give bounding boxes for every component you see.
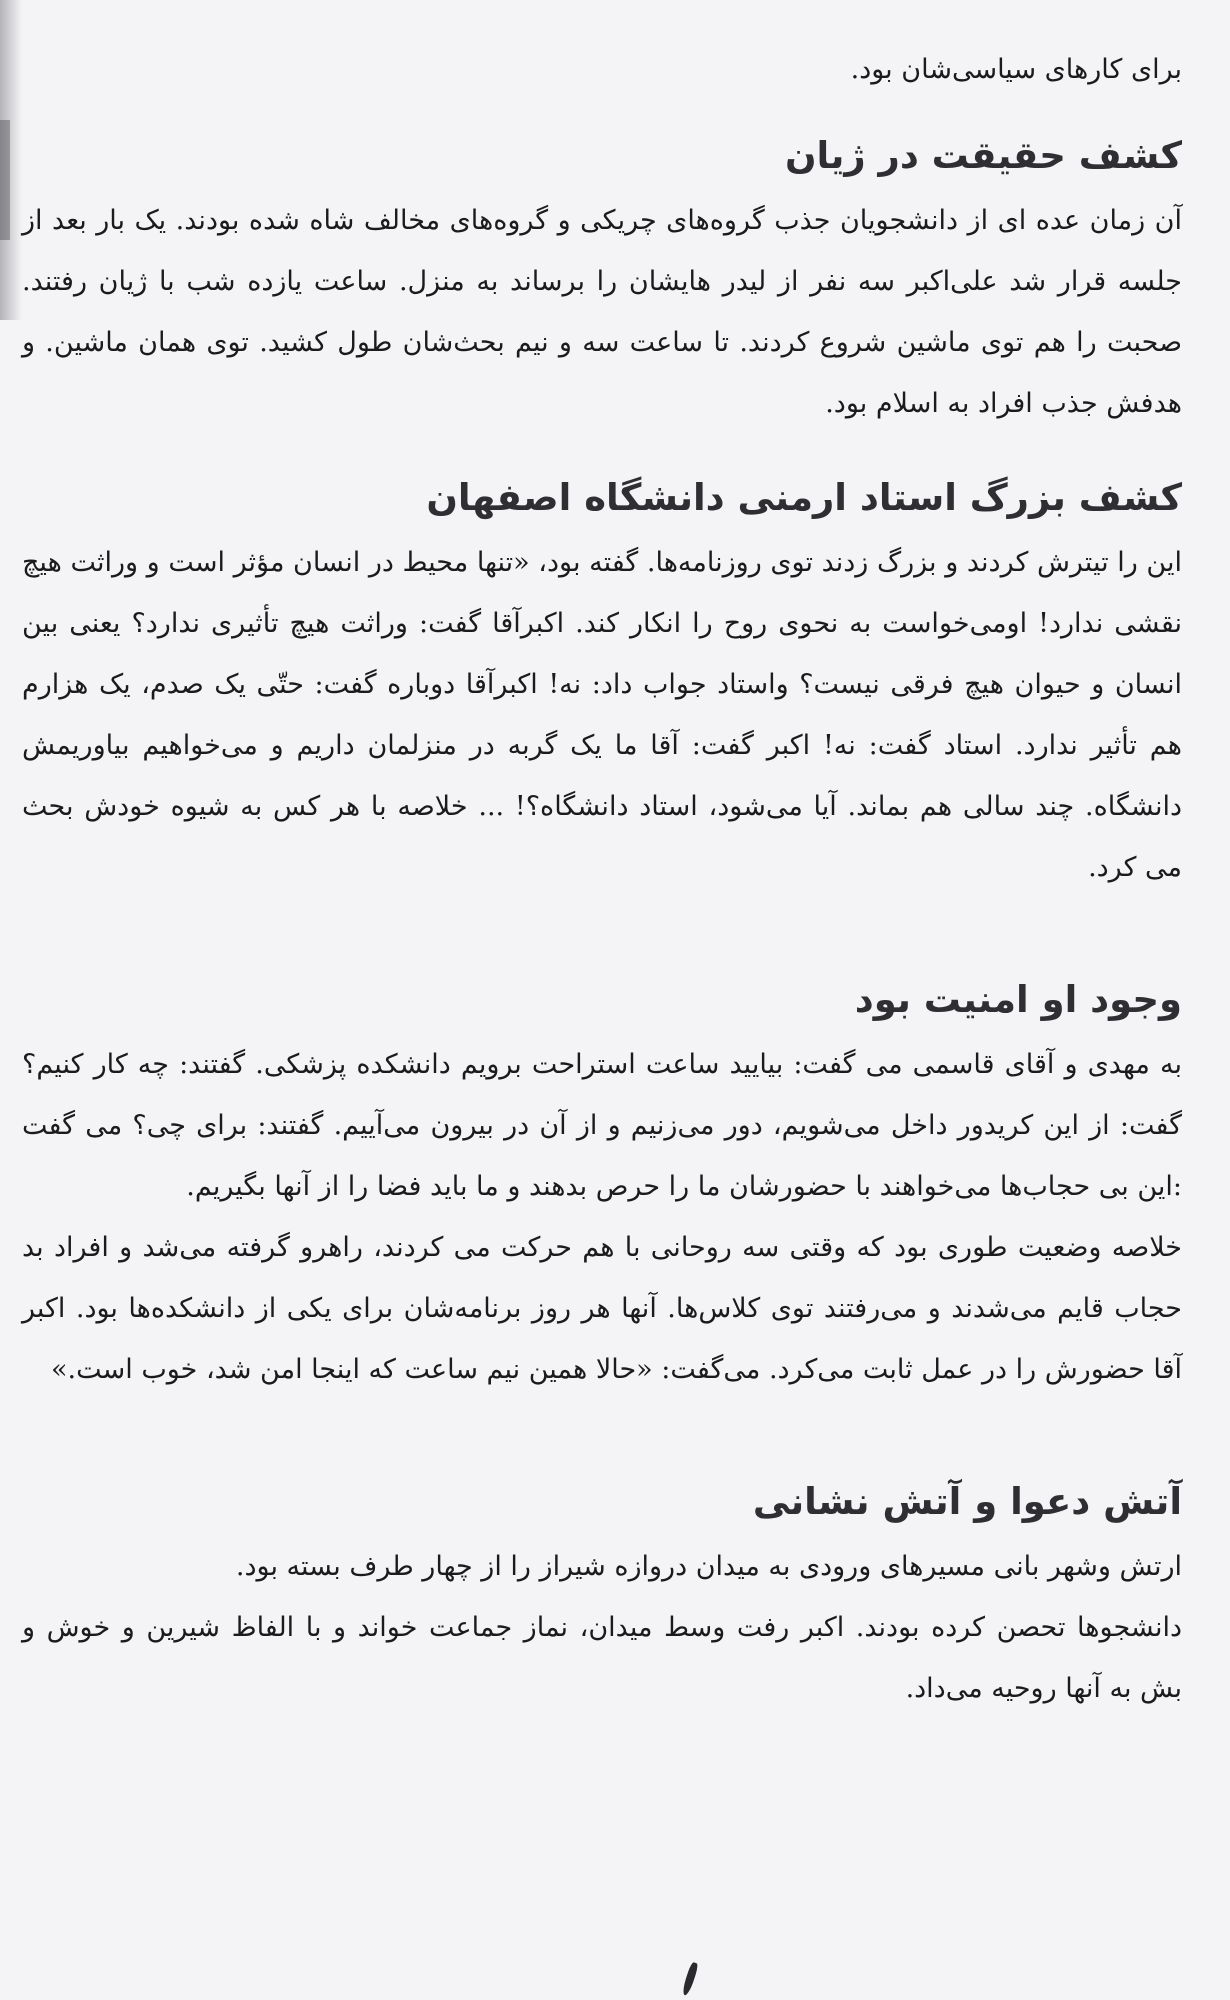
- paragraph: به مهدی و آقای قاسمی می گفت: بیایید ساعت استراحت برویم دانشکده پزشکی. گفتند: چه کار کنیم؟ گفت: از این کریدور داخل می‌شویم، دور می‌زنیم و از آن در بیرون می‌آییم. گفتند: برای چی؟ می گفت :این بی حجاب‌ها می‌خواهند با حضورشان ما را حرص بدهند و ما باید فضا را از آنها بگیریم.: [22, 1049, 1182, 1202]
- section-heading: آتش دعوا و آتش نشانی: [752, 1480, 1182, 1523]
- scan-edge-mark: [0, 120, 10, 240]
- document-page: [22, 50, 1182, 1759]
- section-jiyan: [22, 132, 1182, 434]
- section-heading: کشف بزرگ استاد ارمنی دانشگاه اصفهان: [426, 476, 1182, 519]
- section-heading: وجود او امنیت بود: [854, 978, 1182, 1021]
- section-heading: کشف حقیقت در ژیان: [784, 134, 1182, 177]
- section-security: [22, 976, 1182, 1400]
- paragraph: این را تیترش کردند و بزرگ زدند توی روزنامه‌ها. گفته بود، «تنها محیط در انسان مؤثر است و وراثت هیچ نقشی ندارد! اومی‌خواست به نحوی روح را انکار کند. اکبرآقا گفت: وراثت هیچ تأثیری ندارد؟ یعنی بین انسان و حیوان هیچ فرقی نیست؟ واستاد جواب داد: نه! اکبرآقا دوباره گفت: حتّی یک صدم، یک هزارم هم تأثیر ندارد. استاد گفت: نه! اکبر گفت: آقا ما یک گربه در منزلمان داریم و می‌خواهیم بیاوریمش دانشگاه. چند سالی هم بماند. آیا می‌شود، استاد دانشگاه؟! ... خلاصه با هر کس به شیوه خودش بحث می کرد.: [22, 547, 1182, 883]
- paragraph: ارتش وشهر بانی مسیرهای ورودی به میدان دروازه شیراز را از چهار طرف بسته بود.: [235, 1551, 1182, 1582]
- paragraph: خلاصه وضعیت طوری بود که وقتی سه روحانی با هم حرکت می کردند، راهرو گرفته می‌شد و افراد بد حجاب قایم می‌شدند و می‌رفتند توی کلاس‌ها. آنها هر روز برنامه‌شان برای یکی از دانشکده‌ها بود. اکبر آقا حضورش را در عمل ثابت می‌کرد. می‌گفت: «حالا همین نیم ساعت که اینجا امن شد، خوب است.»: [22, 1232, 1182, 1385]
- section-armenian-professor: [22, 474, 1182, 898]
- section-fire: [22, 1478, 1182, 1719]
- paragraph: دانشجوها تحصن کرده بودند. اکبر رفت وسط میدان، نماز جماعت خواند و با الفاظ شیرین و خوش و بش به آنها روحیه می‌داد.: [22, 1612, 1182, 1704]
- intro-line: برای کارهای سیاسی‌شان بود.: [850, 54, 1182, 85]
- paragraph: آن زمان عده ای از دانشجویان جذب گروه‌های چریکی و گروه‌های مخالف شاه شده بودند. یک بار بعد از جلسه قرار شد علی‌اکبر سه نفر از لیدر هایشان را برساند به منزل. ساعت یازده شب با ژیان رفتند. صحبت را هم توی ماشین شروع کردند. تا ساعت سه و نیم بحث‌شان طول کشید. توی همان ماشین. و هدفش جذب افراد به اسلام بود.: [22, 205, 1182, 419]
- ink-mark: [681, 1962, 699, 1997]
